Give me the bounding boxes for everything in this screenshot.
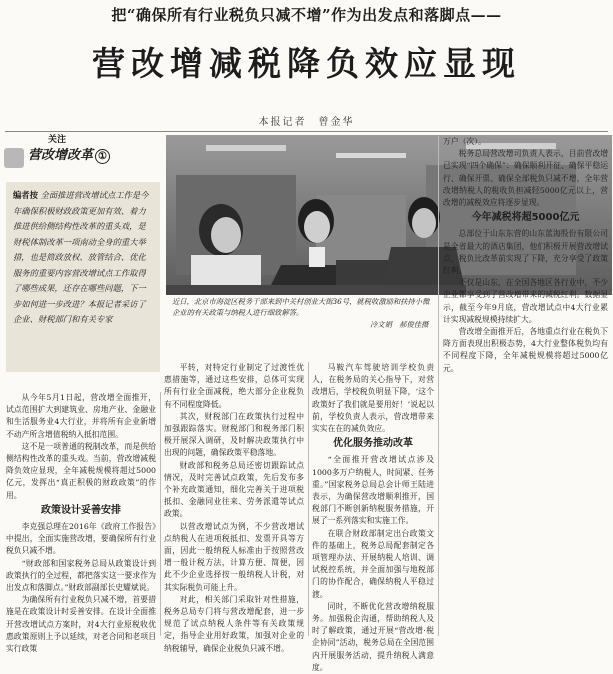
col1-p5: 为确保所有行业税负只减不增，首要措施是在政策设计时妥善安排。在设计全面推开营改增试点方案时，对4大行业原税收优惠政策原则上予以延续，对老合同和老项目实行政策 [6, 595, 156, 654]
series-title [28, 144, 110, 164]
col4-p5: 营改增全面推开后，各地重点行业在税负下降方面表现出积极态势，4大行业整体税负均有不同程度下降，全年减税规模将超过5000亿元。 [443, 327, 608, 373]
col2-p4: 以营改增试点为例，不少营改增试点纳税人在进项税抵扣、发票开具等方面，因此一般纳税人标准由于按照营改增一般计税方法，计算方便、简便，因此不少企业选择按一般纳税人计税，对其实际税负可能上升。 [164, 521, 304, 592]
series-badge [4, 135, 156, 180]
col3-p4: 同时，不断优化营改增纳税服务。加强税企沟通，帮助纳税人及时了解政策，通过开展“营改增·税企协同”活动，税务总局在全国范围内开展服务活动，提升纳税人满意度。 [312, 601, 434, 672]
series-number: ① [95, 149, 110, 164]
col1-p3: 李克强总理在2016年《政府工作报告》中提出，全面实施营改增，要确保所有行业税负只减不增。 [6, 522, 156, 556]
col3-subhead: 优化服务推动改革 [333, 438, 413, 450]
col3-p3: 在联合财政部制定出台政策文件的基础上，税务总局配套制定各项管理办法、开展纳税人培训、调试税控系统，并全面加强与地税部门的协作配合，确保纳税人平稳过渡。 [312, 528, 434, 599]
col1-p4: “财政部和国家税务总局从政策设计到政策执行的全过程，都把落实这一要求作为出发点和落脚点。”财政部副部长史耀斌说。 [6, 558, 156, 593]
column-divider [160, 392, 161, 636]
photo-caption: 近日，北京市海淀区税务干部来到中关村创业大街36号，就税收激励和扶持小微企业的有关政策与纳税人进行细致解答。 [172, 297, 430, 317]
photo-credit: 冷文娟 郝俊佳摄 [370, 320, 429, 329]
kicker-line: 把“确保所有行业税负只减不增”作为出发点和落脚点—— [111, 6, 502, 24]
col1-p1: 从今年5月1日起，营改增全面推开，试点范围扩大到建筑业、房地产业、金融业和生活服务业4大行业，并将所有企业新增不动产所含增值税纳入抵扣范围。 [6, 393, 156, 439]
col2-p5: 对此，相关部门采取针对性措施，税务总局专门将与营改增配套，进一步规范了试点纳税人条件等有关政策规定，指导企业用好政策，加强对企业的纳税辅导，确保企业税负只减不增。 [164, 594, 304, 653]
col4-subhead: 今年减税将超5000亿元 [471, 212, 580, 224]
page-title: 营改增减税降负效应显现 [92, 44, 521, 83]
column-4-upper [443, 136, 608, 418]
col2-p1: 平转，对特定行业制定了过渡性优惠措施等，通过这些安排，总体可实现所有行业全面减税，绝大部分企业税负有不同程度降低。 [164, 363, 304, 409]
col4-p4: 不仅是山东，在全国各地区各行业中，不少企业都享受到了营改增带来的减税红利。数据显示，截至今年9月底，营改增试点中4大行业累计实现减税规模持续扩大。 [443, 278, 608, 324]
col2-p2: 其次，财税部门在政策执行过程中加强跟踪落实。财税部门和税务部门积极开展深入调研，及时解决政策执行中出现的问题，确保政策平稳落地。 [164, 411, 304, 458]
col4-p2: 税务总局营改增司负责人表示，目前营改增已实现“四个确保”：确保顺利开征、确保平稳运行、确保开票、确保全部税负只减不增，全年营改增纳税人的税收负担减轻5000亿元以上，营改增的减税效应将逐步显现。 [443, 149, 608, 208]
byline: 本报记者 曾金华 [258, 117, 355, 128]
column-divider [308, 362, 309, 636]
column-2 [164, 362, 304, 653]
header-rule [5, 131, 608, 132]
col3-p2: “全面推开营改增试点涉及1000多万户纳税人，时间紧、任务重。”国家税务总局总会计师王陆进表示，为确保营改增顺利推开，国税部门不断创新纳税服务措施，开展了一系列落实和实施工作。 [312, 455, 434, 526]
col1-subhead: 政策设计妥善安排 [41, 504, 121, 516]
col3-p1: 马鞍汽车驾驶培训学校负责人，在税务局的关心指导下，对营改增后，学校税负明显下降，‘这个政策好了我们就是要用好！’说起以前，学校负责人表示，营改增带来实实在在的减负效应。 [312, 363, 434, 434]
editor-note-label: 编者按 [13, 190, 38, 200]
column-1 [6, 392, 156, 654]
col2-p3: 财政部和税务总局还密切跟踪试点情况，及时完善试点政策，先后发布多个补充政策通知，细化完善关于进项税抵扣、金融同业往来、劳务派遣等试点政策。 [164, 460, 304, 519]
col4-p1: 万户（次）。 [443, 137, 486, 146]
col1-p2: 这不是一项普通的税制改革，而是供给侧结构性改革的重头戏。当前，营改增减税降负效应显现，全年减税规模将超过5000亿元，发挥出“真正积极的财政政策”的作用。 [6, 441, 156, 500]
column-divider [438, 136, 439, 636]
editor-note [6, 182, 160, 372]
series-title-text: 营改增改革 [28, 148, 94, 163]
col4-p3: 总部位于山东东营的山东蓝海股份有限公司是全省最大的酒店集团，他们积极开展营改增试点，税负比改革前实现了下降，充分享受了政策红利。 [443, 229, 608, 276]
series-top-label: 关注 [48, 135, 67, 145]
editor-note-text: 全面推进营改增试点工作是今年确保积极财政政策更加有效、着力推进供给侧结构性改革的重头戏，是财税体制改革一项南动全身的重大举措，也是简政放权、放管结合、优化服务的重要内容营改增试点工作取得了哪些成果，还存在哪些问题，下一步如何进一步改进？本报记者采访了企业、财税部门和有关专家 [13, 190, 149, 324]
column-3 [312, 362, 434, 672]
series-logo-icon [4, 148, 24, 168]
